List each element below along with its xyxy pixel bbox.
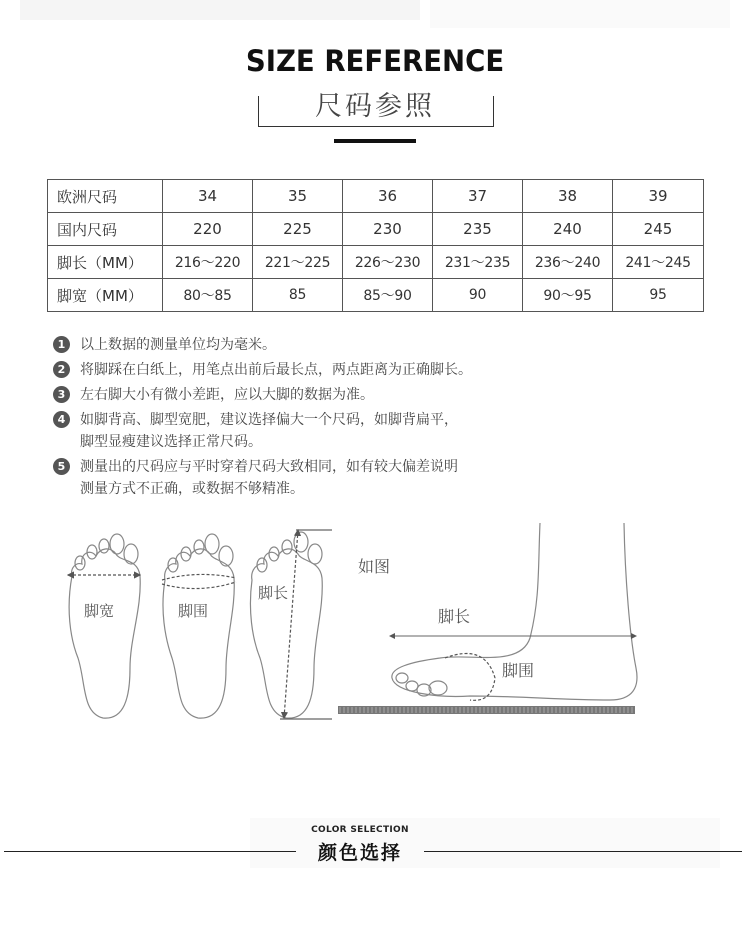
note-item [53,334,713,356]
color-selection-title-cn: 颜色选择 [317,842,402,864]
row-header: 欧洲尺码 [48,180,163,213]
title-underline [334,139,416,143]
foot-width-label: 脚宽 [84,602,115,620]
size-table [47,179,704,312]
row-header: 脚长（MM） [48,246,163,279]
note-text: 将脚踩在白纸上，用笔点出前后最长点，两点距离为正确脚长。 [80,362,472,378]
table-cell: 226～230 [343,246,433,279]
table-cell: 37 [433,180,523,213]
foot-length-figure [250,530,332,719]
table-cell: 85 [253,279,343,312]
note-item [53,359,713,381]
table-cell: 220 [163,213,253,246]
row-header: 脚宽（MM） [48,279,163,312]
color-selection-title-en: COLOR SELECTION [311,825,409,835]
side-girth-label: 脚围 [502,661,535,680]
note-text: 测量出的尺码应与平时穿着尺码大致相同，如有较大偏差说明 [80,459,458,475]
side-length-label: 脚长 [438,607,471,626]
size-reference-title-cn: 尺码参照 [315,91,435,122]
note-text: 左右脚大小有微小差距，应以大脚的数据为准。 [80,387,374,403]
table-cell: 245 [613,213,704,246]
table-cell: 36 [343,180,433,213]
table-cell: 35 [253,180,343,213]
table-cell: 95 [613,279,704,312]
floor-ruler [338,706,635,714]
table-cell: 240 [523,213,613,246]
table-cell: 85～90 [343,279,433,312]
row-header: 国内尺码 [48,213,163,246]
table-row [48,213,704,246]
measurement-notes [53,334,713,503]
note-number-badge: 4 [53,411,70,428]
table-row [48,246,704,279]
table-cell: 216～220 [163,246,253,279]
top-strip [20,0,420,20]
note-item [53,456,713,500]
table-cell: 38 [523,180,613,213]
note-text: 测量方式不正确，或数据不够精准。 [80,481,304,497]
note-number-badge: 1 [53,336,70,353]
top-strip-right [430,0,730,28]
table-row [48,279,704,312]
note-text: 如脚背高、脚型宽肥，建议选择偏大一个尺码，如脚背扁平， [80,412,458,428]
size-reference-title: SIZE REFERENCE [245,44,505,78]
note-number-badge: 2 [53,361,70,378]
table-cell: 221～225 [253,246,343,279]
table-cell: 90～95 [523,279,613,312]
table-cell: 231～235 [433,246,523,279]
note-item [53,409,713,453]
table-cell: 80～85 [163,279,253,312]
table-cell: 39 [613,180,704,213]
foot-girth-figure [162,534,236,718]
note-item [53,384,713,406]
table-cell: 236～240 [523,246,613,279]
foot-width-figure [68,534,140,718]
table-cell: 90 [433,279,523,312]
table-cell: 34 [163,180,253,213]
note-number-badge: 3 [53,386,70,403]
note-text: 脚型显瘦建议选择正常尺码。 [80,434,262,450]
table-cell: 235 [433,213,523,246]
example-label: 如图 [358,557,391,576]
foot-girth-label: 脚围 [178,602,209,620]
foot-measurement-diagram [0,518,750,738]
table-cell: 241～245 [613,246,704,279]
note-text: 以上数据的测量单位均为毫米。 [80,337,276,353]
table-cell: 225 [253,213,343,246]
note-number-badge: 5 [53,458,70,475]
table-row [48,180,704,213]
foot-length-label: 脚长 [258,584,289,602]
table-cell: 230 [343,213,433,246]
